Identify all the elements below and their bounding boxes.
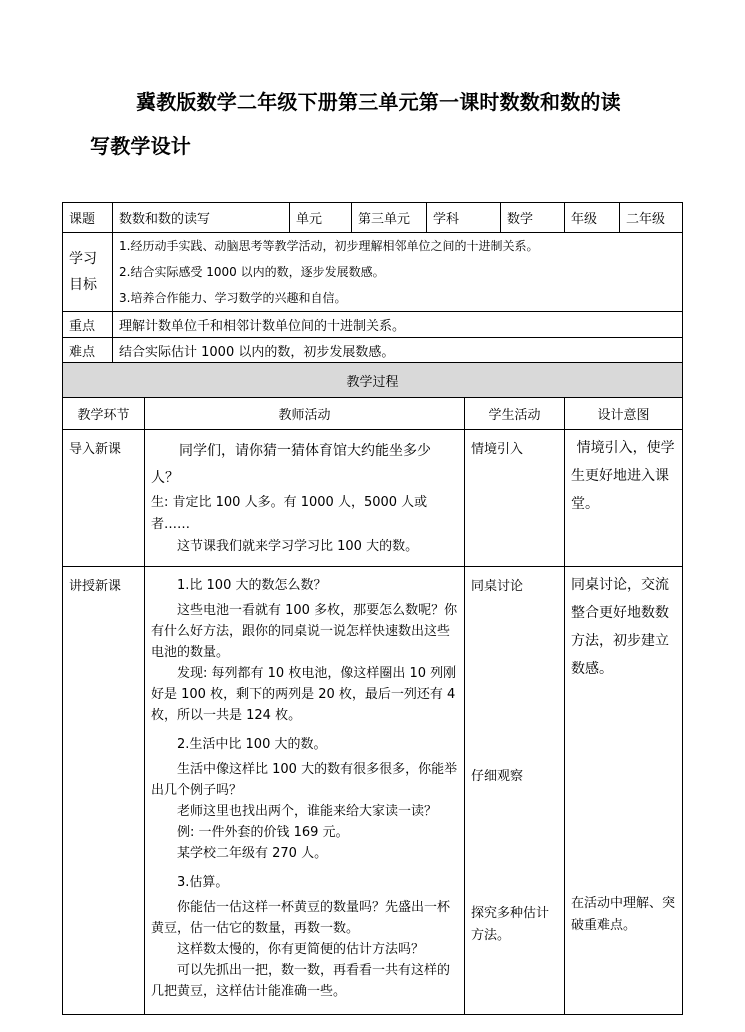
column-header-row: [63, 398, 683, 430]
lesson-paragraph: 这样数太慢的，你有更简便的估计方法吗？: [177, 942, 425, 957]
key-value: 理解计数单位千和相邻计数单位间的十进制关系。: [113, 312, 683, 338]
lesson-paragraph: 这些电池一看就有 100 多枚，那要怎么数呢？你有什么好方法，跟你的同桌说一说怎样快速数出这些电池的数量。: [151, 603, 458, 660]
col-student: 学生活动: [465, 398, 565, 430]
intro-stage: 导入新课: [63, 430, 145, 567]
section-title: 2.生活中比 100 大的数。: [177, 737, 327, 752]
intro-intent: 情境引入，使学生更好地进入课堂。: [565, 430, 683, 567]
difficulty-value: 结合实际估计 1000 以内的数，初步发展数感。: [113, 338, 683, 364]
title-line-2: 写教学设计: [90, 134, 191, 158]
col-intent: 设计意图: [565, 398, 683, 430]
intent-text: 同桌讨论，交流整合更好地数数方法，初步建立数感。: [571, 577, 669, 677]
unit-value: 第三单元: [352, 203, 427, 233]
intro-student: 情境引入: [465, 430, 565, 567]
lesson-teacher: [145, 567, 465, 1015]
goals-list: [113, 233, 683, 312]
lesson-paragraph: 例: 一件外套的价钱 169 元。: [177, 825, 349, 840]
goal-item: 2.结合实际感受 1000 以内的数，逐步发展数感。: [119, 265, 385, 279]
process-header-row: [63, 363, 683, 398]
lesson-student: [465, 567, 565, 1015]
lesson-intent: [565, 567, 683, 1015]
lesson-paragraph: 可以先抓出一把，数一数，再看看一共有这样的几把黄豆，这样估计能准确一些。: [151, 963, 451, 999]
intro-teacher-line: 生: 肯定比 100 人多。有 1000 人，5000 人或者……: [151, 495, 428, 532]
student-activity: 探究多种估计方法。: [471, 906, 550, 943]
section-title: 3.估算。: [177, 875, 229, 890]
lesson-paragraph: 你能估一估这样一杯黄豆的数量吗？先盛出一杯黄豆，估一估它的数量，再数一数。: [151, 900, 451, 936]
lesson-row: [63, 567, 683, 1015]
student-activity: 仔细观察: [471, 769, 524, 784]
intro-teacher-line: 这节课我们就来学习学习比 100 大的数。: [177, 539, 419, 554]
info-table: [62, 202, 683, 364]
subject-value: 数学: [501, 203, 565, 233]
lesson-paragraph: 老师这里也找出两个，谁能来给大家读一读？: [177, 804, 438, 819]
course-row: [63, 203, 683, 233]
key-row: [63, 312, 683, 338]
process-header: 教学过程: [63, 363, 683, 398]
intro-teacher: [145, 430, 465, 567]
col-stage: 教学环节: [63, 398, 145, 430]
lesson-paragraph: 生活中像这样比 100 大的数有很多很多，你能举出几个例子吗？: [151, 762, 458, 798]
goals-label-2: 目标: [69, 277, 97, 293]
goals-row: [63, 233, 683, 312]
title-line-1: 冀教版数学二年级下册第三单元第一课时数数和数的读: [136, 90, 621, 114]
key-label: 重点: [63, 312, 113, 338]
subject-label: 学科: [427, 203, 501, 233]
intent-text: 在活动中理解、突破重难点。: [571, 896, 676, 933]
course-label: 课题: [63, 203, 113, 233]
goal-item: 1.经历动手实践、动脑思考等教学活动，初步理解相邻单位之间的十进制关系。: [119, 239, 539, 253]
process-table: [62, 362, 683, 1015]
student-activity: 同桌讨论: [471, 579, 524, 594]
col-teacher: 教师活动: [145, 398, 465, 430]
section-title: 1.比 100 大的数怎么数？: [177, 578, 327, 593]
lesson-stage: 讲授新课: [63, 567, 145, 1015]
course-value: 数数和数的读写: [113, 203, 290, 233]
goals-label: [63, 233, 113, 312]
intro-teacher-line: 同学们，请你猜一猜体育馆大约能坐多少人？: [151, 443, 431, 486]
grade-label: 年级: [565, 203, 620, 233]
difficulty-label: 难点: [63, 338, 113, 364]
difficulty-row: [63, 338, 683, 364]
document-title: [90, 82, 690, 166]
goal-item: 3.培养合作能力、学习数学的兴趣和自信。: [119, 291, 347, 305]
lesson-paragraph: 发现: 每列都有 10 枚电池，像这样圈出 10 列刚好是 100 枚，剩下的两列是 20 枚，最后一列还有 4 枚，所以一共是 124 枚。: [151, 666, 457, 723]
unit-label: 单元: [290, 203, 352, 233]
goals-label-1: 学习: [69, 251, 97, 267]
grade-value: 二年级: [620, 203, 683, 233]
lesson-paragraph: 某学校二年级有 270 人。: [177, 846, 328, 861]
intro-row: [63, 430, 683, 567]
